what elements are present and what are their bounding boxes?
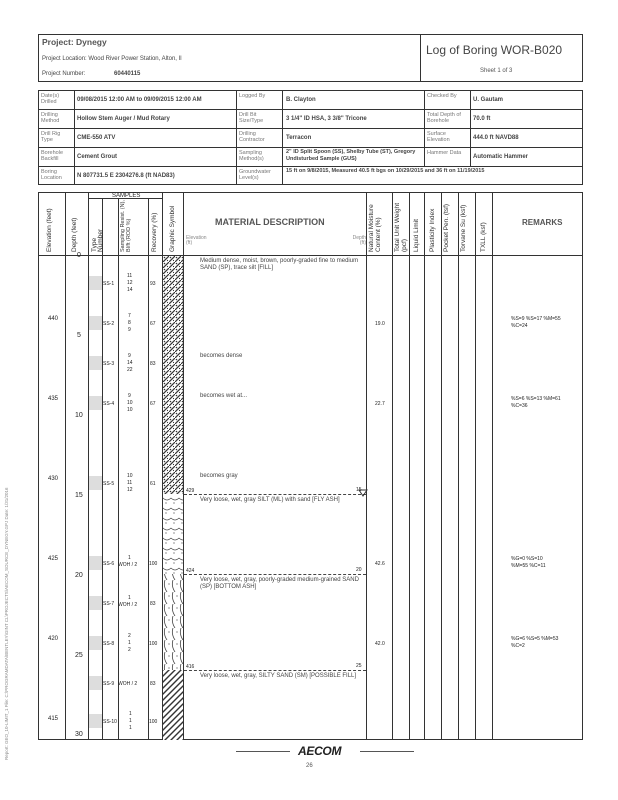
remark-ss6: %G=0 %S=10 %M=55 %C=11 — [511, 556, 546, 569]
sample-recovery: 100 — [149, 561, 158, 567]
sample-blow-1: WOH / 2 — [118, 681, 138, 687]
elev-420: 420 — [48, 636, 59, 642]
sample-id: SS-6 — [103, 561, 115, 567]
label-drilling-method: Drilling Method — [41, 112, 60, 124]
boring-title: Log of Boring WOR-B020 — [426, 43, 563, 57]
col-samples: SAMPLES — [112, 193, 141, 199]
graphic-fill-layer — [163, 256, 183, 494]
sample-blow-2: 12 — [127, 280, 133, 286]
label-sampling-method: Sampling Method(s) — [239, 150, 264, 162]
col-graphic: Graphic Symbol — [169, 205, 176, 252]
sample-recovery: 83 — [150, 601, 156, 607]
col-material: MATERIAL DESCRIPTION — [215, 217, 325, 227]
moisture-value: 19.0 — [375, 321, 385, 327]
depth-15: 15 — [75, 492, 83, 499]
description-gray: becomes gray — [200, 473, 238, 479]
sample-blow-3: 9 — [128, 327, 131, 333]
value-backfill: Cement Grout — [77, 154, 118, 160]
sample-blow-3: 1 — [129, 725, 132, 731]
sample-blow-1: 7 — [128, 313, 131, 319]
value-sampling-method: 2" ID Split Spoon (SS), Shelby Tube (ST), Gregory Undisturbed Sample (GUS) — [286, 149, 416, 162]
value-hammer-data: Automatic Hammer — [473, 154, 529, 160]
col-blows: Sampling Resist. (N), Bl/ft (ROD %) — [120, 200, 132, 252]
value-drill-bit: 3 1/4" ID HSA, 3 3/8" Tricone — [286, 116, 367, 122]
sample-blow-3: 22 — [127, 367, 133, 373]
graphic-bottomash-layer — [163, 574, 183, 670]
sample-blow-3: 2 — [128, 647, 131, 653]
col-dry-weight: Total Unit Weight (pcf) — [394, 202, 408, 252]
sample-blow-2: 14 — [127, 360, 133, 366]
col-plasticity: Plasticity Index — [429, 208, 436, 252]
sample-blow-2: WOH / 2 — [118, 602, 138, 608]
elev-425: 425 — [48, 556, 59, 562]
sample-id: SS-7 — [103, 601, 115, 607]
sample-id: SS-5 — [103, 481, 115, 487]
sample-marker — [89, 276, 102, 290]
sample-marker — [89, 636, 102, 650]
col-recovery: Recovery (%) — [151, 212, 158, 252]
depth-10: 10 — [75, 412, 83, 419]
col-type: Type — [91, 237, 98, 252]
value-drill-rig: CME-550 ATV — [77, 135, 116, 141]
col-moisture: Natural Moisture Content (%) — [368, 204, 382, 252]
label-backfill: Borehole Backfill — [41, 150, 64, 162]
sample-blow-2: WOH / 2 — [118, 562, 138, 568]
sample-marker — [89, 356, 102, 370]
contact-elev-416: 416 — [186, 664, 195, 670]
col-elev-ft: Elevation (ft) — [186, 235, 207, 246]
col-remarks: REMARKS — [522, 218, 563, 227]
aecom-logo: AECOM — [298, 744, 342, 758]
label-logged-by: Logged By — [239, 93, 266, 99]
value-boring-location: N 807731.5 E 2304276.8 (ft NAD83) — [77, 173, 175, 179]
sample-blow-1: 1 — [128, 555, 131, 561]
project-name: Project: Dynegy — [42, 37, 107, 47]
remark-ss8: %G=6 %S=5 %M=53 %C=2 — [511, 636, 559, 649]
label-groundwater: Groundwater Level(s) — [239, 169, 271, 181]
col-pocket-pen: Pocket Pen. (tsf) — [443, 203, 450, 252]
elev-435: 435 — [48, 396, 59, 402]
sample-recovery: 83 — [150, 681, 156, 687]
description-silty-sand: Very loose, wet, gray, SILTY SAND (SM) [POSSIBLE FILL] — [200, 673, 357, 679]
sample-blow-2: 10 — [127, 400, 133, 406]
depth-30: 30 — [75, 731, 83, 738]
moisture-value: 42.0 — [375, 641, 385, 647]
sample-id: SS-8 — [103, 641, 115, 647]
project-number-label: Project Number: — [42, 71, 86, 77]
contact-line-20ft — [184, 574, 366, 575]
moisture-value: 22.7 — [375, 401, 385, 407]
contact-line-26ft — [184, 670, 366, 671]
contact-elev-424: 424 — [186, 568, 195, 574]
label-boring-location: Boring Location — [41, 169, 62, 181]
project-location: Project Location: Wood River Power Station, Alton, Il — [42, 56, 182, 62]
sample-recovery: 100 — [149, 641, 158, 647]
depth-5: 5 — [77, 332, 81, 339]
groundwater-marker-icon — [358, 489, 368, 497]
value-groundwater: 15 ft on 9/8/2015, Measured 40.5 ft bgs on 10/29/2015 and 36 ft on 11/19/2015 — [286, 168, 485, 174]
sample-recovery: 100 — [149, 719, 158, 725]
label-checked-by: Checked By — [427, 93, 457, 99]
sample-blow-1: 9 — [128, 353, 131, 359]
col-number: Number — [97, 228, 104, 252]
label-drill-bit: Drill Bit Size/Type — [239, 112, 264, 124]
col-liquid-limit: Liquid Limit — [413, 219, 420, 252]
contact-depth-15: 15 — [356, 487, 362, 493]
sample-id: SS-1 — [103, 281, 115, 287]
sample-marker — [89, 476, 102, 490]
description-fill: Medium dense, moist, brown, poorly-graded fine to medium SAND (SP), trace silt [FILL] — [200, 258, 359, 271]
sheet-number: Sheet 1 of 3 — [480, 68, 513, 74]
sample-marker — [89, 714, 102, 728]
description-bottom-ash: Very loose, wet, gray, poorly-graded medium-grained SAND (SP) [BOTTOM ASH] — [200, 577, 359, 590]
moisture-value: 42.6 — [375, 561, 385, 567]
label-surface-elevation: Surface Elevation — [427, 131, 450, 143]
elev-440: 440 — [48, 316, 59, 322]
sample-blow-1: 1 — [129, 711, 132, 717]
description-fly-ash: Very loose, wet, gray SILT (ML) with sand [FLY ASH] — [200, 497, 340, 503]
page-number: 26 — [306, 763, 313, 769]
sample-recovery: 93 — [150, 281, 156, 287]
remark-ss2: %S=9 %S=17 %M=55 %C=24 — [511, 316, 561, 329]
label-drill-rig: Drill Rig Type — [41, 131, 61, 143]
sample-recovery: 61 — [150, 481, 156, 487]
sample-id: SS-4 — [103, 401, 115, 407]
value-drilling-method: Hollow Stem Auger / Mud Rotary — [77, 116, 170, 122]
remark-ss4: %S=6 %S=13 %M=61 %C=36 — [511, 396, 561, 409]
sample-blow-2: 1 — [128, 640, 131, 646]
depth-0: 0 — [77, 252, 81, 259]
sample-recovery: 83 — [150, 361, 156, 367]
value-surface-elevation: 444.0 ft NAVD88 — [473, 135, 519, 141]
value-contractor: Terracon — [286, 135, 312, 141]
sample-marker — [89, 596, 102, 610]
col-torvane: Torvane Su (ksf) — [460, 204, 467, 252]
sample-id: SS-10 — [103, 719, 117, 725]
value-logged-by: B. Clayton — [286, 97, 316, 103]
sample-blow-1: 10 — [127, 473, 133, 479]
contact-depth-20: 20 — [356, 567, 362, 573]
sample-blow-2: 8 — [128, 320, 131, 326]
value-dates-drilled: 09/08/2015 12:00 AM to 09/09/2015 12:00 AM — [77, 97, 202, 103]
col-txll: TXLL (ksf) — [480, 222, 487, 252]
elev-430: 430 — [48, 476, 59, 482]
sample-id: SS-9 — [103, 681, 115, 687]
graphic-log-column — [163, 256, 183, 740]
sample-blow-3: 12 — [127, 487, 133, 493]
sample-blow-2: 1 — [129, 718, 132, 724]
description-wet: becomes wet at... — [200, 393, 248, 399]
report-file-path: Report: GEO_10-LIMIT_1 File: C:\PROGRAMDATA\BENTLEY\GINT CL\PROJECTS\AECOM_SOURCE_DYNEGY.GPJ Date: 1/31/2016 — [4, 487, 9, 760]
label-dates-drilled: Date(s) Drilled — [41, 93, 60, 105]
sample-blow-1: 11 — [127, 273, 133, 279]
value-checked-by: U. Gautam — [473, 97, 504, 103]
sample-blow-2: 11 — [127, 480, 133, 486]
contact-elev-429: 429 — [186, 488, 195, 494]
col-depth: Depth (feet) — [71, 217, 78, 252]
sample-blow-1: 1 — [128, 595, 131, 601]
label-hammer-data: Hammer Data — [427, 150, 462, 156]
contact-line-15ft — [184, 494, 366, 495]
sample-recovery: 67 — [150, 321, 156, 327]
sample-blow-3: 10 — [127, 407, 133, 413]
project-number-value: 60440115 — [114, 71, 141, 77]
description-dense: becomes dense — [200, 353, 243, 359]
label-contractor: Drilling Contractor — [239, 131, 265, 143]
sample-marker — [89, 316, 102, 330]
col-elevation: Elevation (feet) — [46, 208, 53, 252]
depth-20: 20 — [75, 572, 83, 579]
sample-blow-3: 14 — [127, 287, 133, 293]
sample-blow-1: 2 — [128, 633, 131, 639]
sample-marker — [89, 556, 102, 570]
log-table — [38, 192, 583, 740]
contact-depth-26: 25 — [356, 663, 362, 669]
graphic-flyash-layer — [163, 494, 183, 574]
graphic-siltysand-layer — [163, 670, 183, 740]
sample-marker — [89, 676, 102, 690]
sample-recovery: 67 — [150, 401, 156, 407]
sample-marker — [89, 396, 102, 410]
elev-415: 415 — [48, 716, 59, 722]
value-total-depth: 70.0 ft — [473, 116, 491, 122]
col-depth-ft: Depth (ft) — [352, 235, 366, 246]
sample-id: SS-3 — [103, 361, 115, 367]
label-total-depth: Total Depth of Borehole — [427, 112, 461, 124]
depth-25: 25 — [75, 652, 83, 659]
sample-blow-1: 9 — [128, 393, 131, 399]
sample-id: SS-2 — [103, 321, 115, 327]
